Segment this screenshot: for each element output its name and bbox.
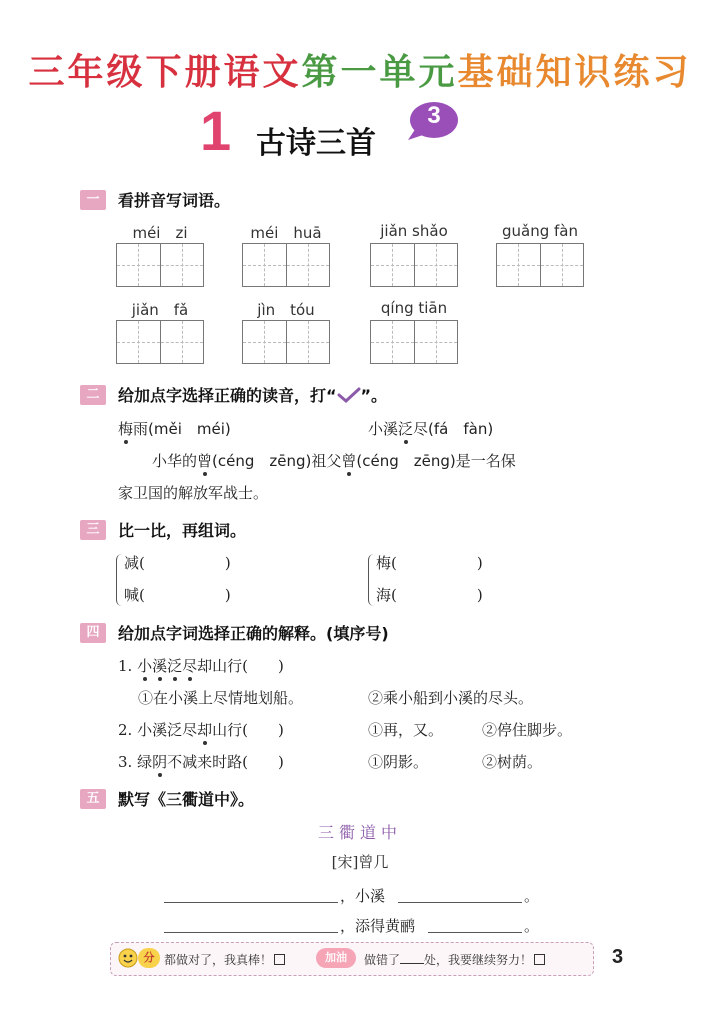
pinyin-label: guǎng fàn	[502, 222, 578, 240]
question-1-option-1: ①在小溪上尽情地划船。	[138, 689, 304, 707]
pinyin-label: qíng tiān	[380, 299, 448, 317]
page-banner	[0, 44, 720, 95]
reading-item-1: 梅雨(měi méi)	[118, 420, 231, 438]
poem-blank[interactable]	[428, 932, 522, 933]
error-count-blank[interactable]	[400, 963, 424, 964]
pinyin-label: jiǎn fǎ	[131, 301, 189, 319]
writing-grid[interactable]	[242, 243, 330, 287]
page-number: 3	[612, 946, 624, 968]
pinyin-label: jìn tóu	[257, 301, 315, 319]
question-2-option-1: ①再，又。	[368, 721, 444, 739]
compare-word[interactable]: 减( )	[124, 554, 231, 572]
question-2-option-2: ②停住脚步。	[482, 721, 573, 739]
compare-word[interactable]: 喊( )	[124, 586, 231, 604]
poem-blank[interactable]	[164, 902, 338, 903]
poem-blank[interactable]	[164, 932, 338, 933]
poem-blank[interactable]	[398, 902, 522, 903]
section-heading-4: 给加点字词选择正确的解释。(填序号)	[118, 624, 389, 643]
answer-blank[interactable]: 山行( )	[212, 721, 284, 739]
question-3-option-1: ①阴影。	[368, 753, 429, 771]
section-heading-5: 默写《三衢道中》。	[118, 790, 255, 809]
checkbox[interactable]	[274, 954, 285, 965]
section-tag-5: 五	[80, 789, 106, 809]
reading-sentence-cont: 家卫国的解放军战士。	[118, 484, 269, 502]
reading-item-2: 小溪泛尽(fá fàn)	[368, 420, 494, 438]
section-tag-2: 二	[80, 385, 106, 405]
banner-part1: 三年级下册语文	[28, 52, 302, 93]
question-1: 1. 小溪泛尽却山行( )	[118, 657, 284, 675]
reading-sentence: 小华的曾(céng zēng)祖父曾(céng zēng)是一名保	[152, 452, 516, 470]
pinyin-label: jiǎn shǎo	[380, 222, 448, 240]
pronunciation-options[interactable]: (měi méi)	[148, 420, 231, 438]
section-heading-3: 比一比，再组词。	[118, 521, 247, 540]
compare-word[interactable]: 梅( )	[376, 554, 483, 572]
smiley-icon	[118, 948, 138, 968]
self-assess-text-1: 都做对了，我真棒！	[164, 951, 285, 968]
section-tag-4: 四	[80, 623, 106, 643]
question-3: 3. 绿阴不减来时路( )	[118, 753, 284, 771]
poem-title: 三衢道中	[317, 823, 402, 842]
poem-line-1-mid: ，小溪	[340, 887, 386, 905]
writing-grid[interactable]	[370, 320, 458, 364]
poem-line-2-end: 。	[524, 917, 540, 935]
writing-grid[interactable]	[242, 320, 330, 364]
self-assess-text-2: 做错了 处，我要继续努力！	[364, 951, 545, 968]
banner-part2: 第一单元	[301, 52, 458, 93]
checkbox[interactable]	[534, 954, 545, 965]
pronunciation-options[interactable]: (céng zēng)	[212, 452, 312, 470]
brace-left	[116, 554, 124, 606]
question-3-option-2: ②树荫。	[482, 753, 543, 771]
pronunciation-options[interactable]: (fá fàn)	[428, 420, 494, 438]
poem-line-2-mid: ，添得黄鹂	[340, 917, 416, 935]
writing-grid[interactable]	[116, 243, 204, 287]
poem-author: [宋]曾几	[331, 853, 389, 871]
lesson-number: 1	[200, 99, 232, 162]
answer-blank[interactable]: 不减来时路( )	[167, 753, 284, 771]
compare-word[interactable]: 海( )	[376, 586, 483, 604]
encourage-badge: 加油	[316, 948, 356, 968]
writing-grid[interactable]	[496, 243, 584, 287]
section-tag-1: 一	[80, 190, 106, 210]
badge-number: 3	[427, 102, 441, 129]
answer-blank[interactable]: 却山行( )	[197, 657, 284, 675]
writing-grid[interactable]	[116, 320, 204, 364]
section-heading-2: 给加点字选择正确的读音，打“ ”。	[118, 386, 388, 405]
brace-right	[368, 554, 376, 606]
score-badge: 分	[138, 948, 160, 968]
question-1-option-2: ②乘小船到小溪的尽头。	[368, 689, 534, 707]
checkmark-icon	[337, 387, 361, 403]
section-heading-1: 看拼音写词语。	[118, 191, 231, 210]
question-2: 2. 小溪泛尽却山行( )	[118, 721, 284, 739]
banner-part3: 基础知识练习	[457, 52, 692, 93]
lesson-title: 古诗三首	[256, 126, 376, 161]
pronunciation-options[interactable]: (céng zēng)	[356, 452, 456, 470]
poem-line-1-end: 。	[524, 887, 540, 905]
pinyin-label: méi zi	[132, 224, 188, 242]
section-tag-3: 三	[80, 520, 106, 540]
writing-grid[interactable]	[370, 243, 458, 287]
pinyin-label: méi huā	[250, 224, 322, 242]
